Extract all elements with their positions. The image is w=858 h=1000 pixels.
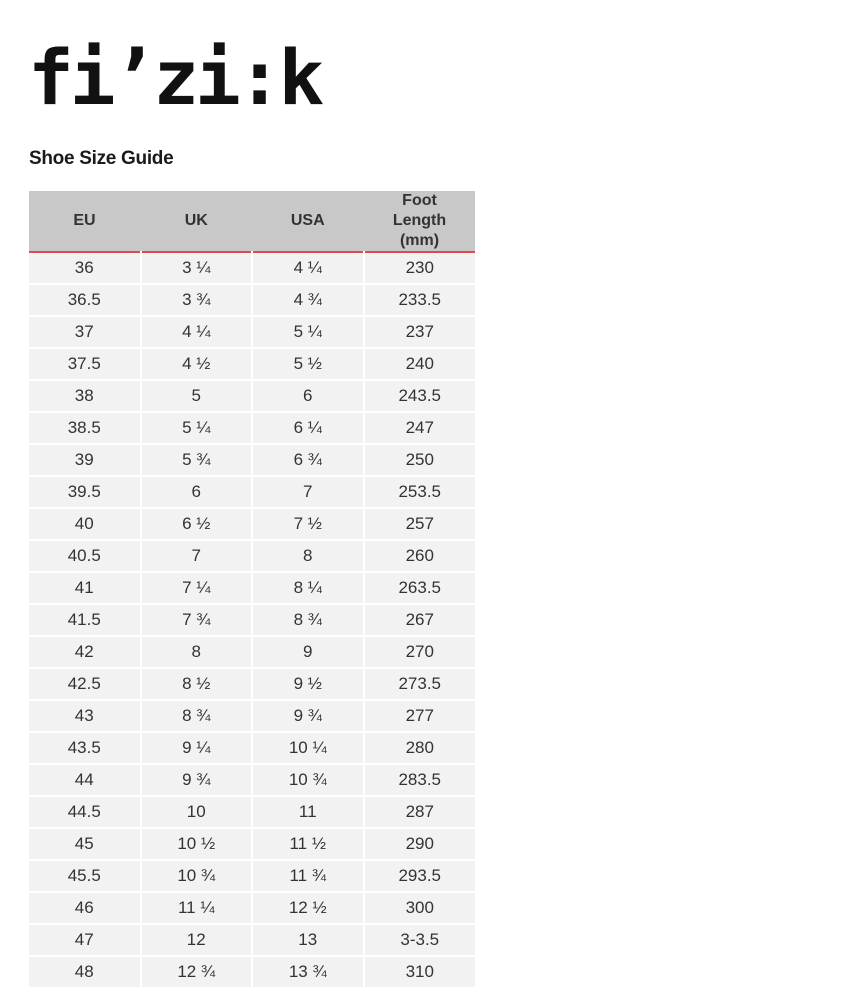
cell-uk: 8 ¾ <box>141 700 253 732</box>
cell-foot-length: 267 <box>364 604 476 636</box>
fizik-logo: fi’zi:k <box>28 33 321 122</box>
cell-foot-length: 310 <box>364 956 476 988</box>
cell-usa: 13 ¾ <box>252 956 364 988</box>
table-row <box>29 380 475 412</box>
cell-uk: 9 ¼ <box>141 732 253 764</box>
cell-eu: 41.5 <box>29 604 141 636</box>
cell-eu: 45.5 <box>29 860 141 892</box>
cell-uk: 7 <box>141 540 253 572</box>
cell-usa: 10 ¾ <box>252 764 364 796</box>
cell-usa: 6 <box>252 380 364 412</box>
cell-foot-length: 243.5 <box>364 380 476 412</box>
cell-usa: 7 <box>252 476 364 508</box>
cell-eu: 48 <box>29 956 141 988</box>
cell-eu: 40.5 <box>29 540 141 572</box>
table-row <box>29 732 475 764</box>
cell-uk: 10 <box>141 796 253 828</box>
cell-uk: 9 ¾ <box>141 764 253 796</box>
table-header <box>29 191 475 252</box>
table-row <box>29 252 475 284</box>
cell-eu: 36.5 <box>29 284 141 316</box>
cell-usa: 11 <box>252 796 364 828</box>
cell-foot-length: 273.5 <box>364 668 476 700</box>
cell-foot-length: 300 <box>364 892 476 924</box>
table-row <box>29 892 475 924</box>
table-row <box>29 444 475 476</box>
cell-uk: 6 ½ <box>141 508 253 540</box>
cell-usa: 11 ¾ <box>252 860 364 892</box>
table-row <box>29 956 475 988</box>
cell-usa: 4 ¾ <box>252 284 364 316</box>
cell-uk: 6 <box>141 476 253 508</box>
cell-uk: 10 ¾ <box>141 860 253 892</box>
cell-usa: 9 <box>252 636 364 668</box>
cell-eu: 42 <box>29 636 141 668</box>
table-row <box>29 796 475 828</box>
cell-foot-length: 240 <box>364 348 476 380</box>
cell-foot-length: 3-3.5 <box>364 924 476 956</box>
cell-foot-length: 237 <box>364 316 476 348</box>
cell-eu: 43 <box>29 700 141 732</box>
table-row <box>29 540 475 572</box>
cell-foot-length: 250 <box>364 444 476 476</box>
cell-eu: 38.5 <box>29 412 141 444</box>
cell-uk: 4 ½ <box>141 348 253 380</box>
cell-uk: 7 ¼ <box>141 572 253 604</box>
cell-eu: 36 <box>29 252 141 284</box>
cell-usa: 8 ¼ <box>252 572 364 604</box>
cell-foot-length: 233.5 <box>364 284 476 316</box>
cell-usa: 4 ¼ <box>252 252 364 284</box>
cell-eu: 38 <box>29 380 141 412</box>
cell-uk: 3 ¼ <box>141 252 253 284</box>
column-header-usa: USA <box>252 191 364 252</box>
column-header-foot-length: Foot Length (mm) <box>364 191 476 252</box>
cell-foot-length: 270 <box>364 636 476 668</box>
cell-eu: 46 <box>29 892 141 924</box>
cell-foot-length: 287 <box>364 796 476 828</box>
table-row <box>29 316 475 348</box>
cell-uk: 3 ¾ <box>141 284 253 316</box>
cell-uk: 7 ¾ <box>141 604 253 636</box>
table-row <box>29 476 475 508</box>
cell-foot-length: 293.5 <box>364 860 476 892</box>
table-row <box>29 668 475 700</box>
cell-usa: 9 ½ <box>252 668 364 700</box>
cell-eu: 47 <box>29 924 141 956</box>
cell-usa: 11 ½ <box>252 828 364 860</box>
cell-foot-length: 257 <box>364 508 476 540</box>
cell-usa: 13 <box>252 924 364 956</box>
table-body <box>29 252 475 988</box>
table-row <box>29 764 475 796</box>
cell-uk: 12 ¾ <box>141 956 253 988</box>
cell-eu: 42.5 <box>29 668 141 700</box>
cell-eu: 45 <box>29 828 141 860</box>
cell-eu: 39 <box>29 444 141 476</box>
cell-usa: 5 ½ <box>252 348 364 380</box>
cell-uk: 4 ¼ <box>141 316 253 348</box>
cell-uk: 10 ½ <box>141 828 253 860</box>
cell-foot-length: 230 <box>364 252 476 284</box>
cell-usa: 9 ¾ <box>252 700 364 732</box>
cell-uk: 5 ¼ <box>141 412 253 444</box>
table-row <box>29 924 475 956</box>
table-row <box>29 828 475 860</box>
cell-eu: 37.5 <box>29 348 141 380</box>
cell-foot-length: 253.5 <box>364 476 476 508</box>
page-title: Shoe Size Guide <box>29 148 174 169</box>
cell-eu: 44 <box>29 764 141 796</box>
cell-uk: 12 <box>141 924 253 956</box>
column-header-eu: EU <box>29 191 141 252</box>
cell-eu: 41 <box>29 572 141 604</box>
cell-usa: 8 ¾ <box>252 604 364 636</box>
cell-uk: 8 ½ <box>141 668 253 700</box>
cell-foot-length: 247 <box>364 412 476 444</box>
table-row <box>29 604 475 636</box>
table-row <box>29 860 475 892</box>
cell-foot-length: 280 <box>364 732 476 764</box>
cell-usa: 5 ¼ <box>252 316 364 348</box>
cell-usa: 8 <box>252 540 364 572</box>
table-row <box>29 572 475 604</box>
cell-eu: 40 <box>29 508 141 540</box>
cell-foot-length: 290 <box>364 828 476 860</box>
table-row <box>29 636 475 668</box>
cell-usa: 6 ¼ <box>252 412 364 444</box>
header-row <box>29 191 475 252</box>
cell-foot-length: 263.5 <box>364 572 476 604</box>
cell-usa: 6 ¾ <box>252 444 364 476</box>
cell-eu: 39.5 <box>29 476 141 508</box>
table-row <box>29 348 475 380</box>
column-header-uk: UK <box>141 191 253 252</box>
cell-foot-length: 260 <box>364 540 476 572</box>
cell-foot-length: 277 <box>364 700 476 732</box>
table-row <box>29 284 475 316</box>
table-row <box>29 700 475 732</box>
cell-usa: 10 ¼ <box>252 732 364 764</box>
cell-uk: 8 <box>141 636 253 668</box>
table-row <box>29 412 475 444</box>
cell-usa: 7 ½ <box>252 508 364 540</box>
cell-usa: 12 ½ <box>252 892 364 924</box>
cell-uk: 5 <box>141 380 253 412</box>
cell-eu: 43.5 <box>29 732 141 764</box>
cell-uk: 11 ¼ <box>141 892 253 924</box>
size-table <box>29 191 475 989</box>
cell-eu: 37 <box>29 316 141 348</box>
table-row <box>29 508 475 540</box>
cell-uk: 5 ¾ <box>141 444 253 476</box>
cell-foot-length: 283.5 <box>364 764 476 796</box>
cell-eu: 44.5 <box>29 796 141 828</box>
